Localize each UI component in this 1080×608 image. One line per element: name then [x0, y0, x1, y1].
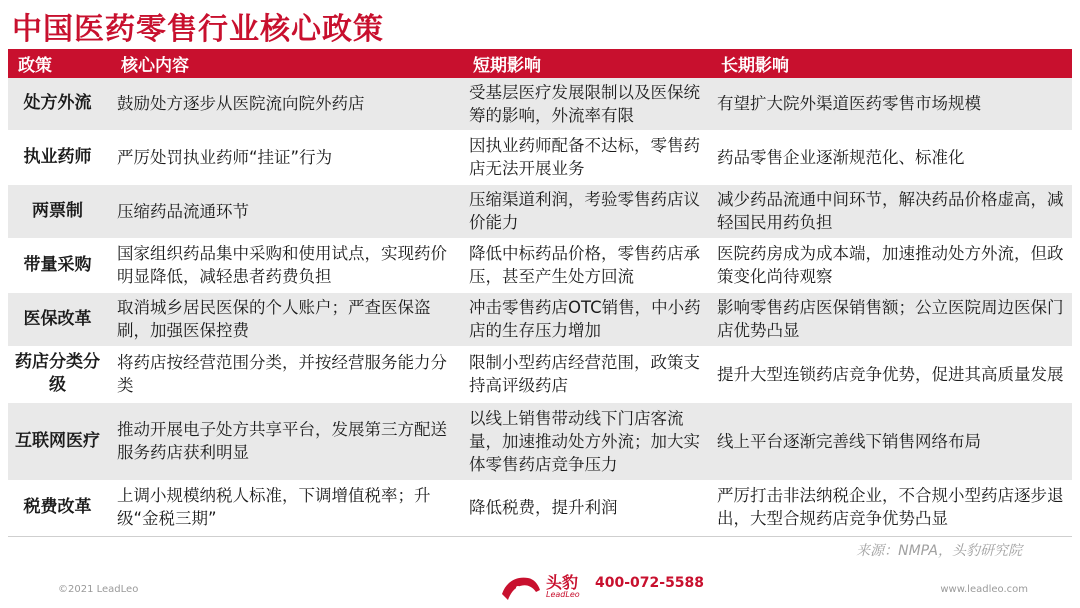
- long-term-impact: 线上平台逐渐完善线下销售网络布局: [711, 402, 1072, 480]
- table-row: [8, 78, 1072, 130]
- policy-name: 处方外流: [8, 78, 111, 130]
- table-row: [8, 238, 1072, 292]
- short-term-impact: 以线上销售带动线下门店客流量，加速推动处方外流；加大实体零售药店竞争压力: [463, 402, 711, 480]
- policy-name: 药店分类分级: [8, 346, 111, 402]
- copyright: ©2021 LeadLeo: [58, 584, 139, 595]
- core-content: 严厉处罚执业药师“挂证”行为: [111, 130, 463, 184]
- header-short-term: 短期影响: [463, 49, 711, 78]
- core-content: 鼓励处方逐步从医院流向院外药店: [111, 78, 463, 130]
- table-row: [8, 130, 1072, 184]
- short-term-impact: 降低中标药品价格，零售药店承压，甚至产生处方回流: [463, 238, 711, 292]
- long-term-impact: 严厉打击非法纳税企业，不合规小型药店逐步退出，大型合规药店竞争优势凸显: [711, 480, 1072, 534]
- table-row: [8, 402, 1072, 480]
- short-term-impact: 受基层医疗发展限制以及医保统筹的影响，外流率有限: [463, 78, 711, 130]
- long-term-impact: 有望扩大院外渠道医药零售市场规模: [711, 78, 1072, 130]
- table-row: [8, 292, 1072, 346]
- header-content: 核心内容: [111, 49, 463, 78]
- short-term-impact: 冲击零售药店OTC销售，中小药店的生存压力增加: [463, 292, 711, 346]
- phone-number: 400-072-5588: [595, 575, 705, 591]
- core-content: 国家组织药品集中采购和使用试点，实现药价明显降低，减轻患者药费负担: [111, 238, 463, 292]
- short-term-impact: 因执业药师配备不达标，零售药店无法开展业务: [463, 130, 711, 184]
- policy-name: 带量采购: [8, 238, 111, 292]
- header-long-term: 长期影响: [711, 49, 1072, 78]
- long-term-impact: 药品零售企业逐渐规范化、标准化: [711, 130, 1072, 184]
- table-row: [8, 184, 1072, 238]
- long-term-impact: 医院药房成为成本端，加速推动处方外流，但政策变化尚待观察: [711, 238, 1072, 292]
- core-content: 上调小规模纳税人标准，下调增值税率；升级“金税三期”: [111, 480, 463, 534]
- divider: [8, 536, 1072, 537]
- logo-text: 头豹: [546, 573, 579, 592]
- table-header-row: [8, 49, 1072, 78]
- short-term-impact: 压缩渠道利润，考验零售药店议价能力: [463, 184, 711, 238]
- core-content: 将药店按经营范围分类，并按经营服务能力分类: [111, 346, 463, 402]
- header-policy: 政策: [8, 49, 111, 78]
- core-content: 压缩药品流通环节: [111, 184, 463, 238]
- long-term-impact: 影响零售药店医保销售额；公立医院周边医保门店优势凸显: [711, 292, 1072, 346]
- policy-name: 两票制: [8, 184, 111, 238]
- long-term-impact: 减少药品流通中间环节，解决药品价格虚高，减轻国民用药负担: [711, 184, 1072, 238]
- policy-name: 执业药师: [8, 130, 111, 184]
- website: www.leadleo.com: [940, 584, 1028, 595]
- policy-table: [8, 49, 1072, 535]
- logo-subtext: LeadLeo: [546, 590, 580, 599]
- core-content: 取消城乡居民医保的个人账户；严查医保盗刷，加强医保控费: [111, 292, 463, 346]
- short-term-impact: 限制小型药店经营范围，政策支持高评级药店: [463, 346, 711, 402]
- policy-name: 税费改革: [8, 480, 111, 534]
- short-term-impact: 降低税费，提升利润: [463, 480, 711, 534]
- policy-name: 互联网医疗: [8, 402, 111, 480]
- table-row: [8, 346, 1072, 402]
- long-term-impact: 提升大型连锁药店竞争优势，促进其高质量发展: [711, 346, 1072, 402]
- source-note: 来源：NMPA，头豹研究院: [856, 543, 1022, 559]
- page-title: 中国医药零售行业核心政策: [12, 12, 384, 47]
- core-content: 推动开展电子处方共享平台，发展第三方配送服务药店获利明显: [111, 402, 463, 480]
- table-row: [8, 480, 1072, 534]
- policy-name: 医保改革: [8, 292, 111, 346]
